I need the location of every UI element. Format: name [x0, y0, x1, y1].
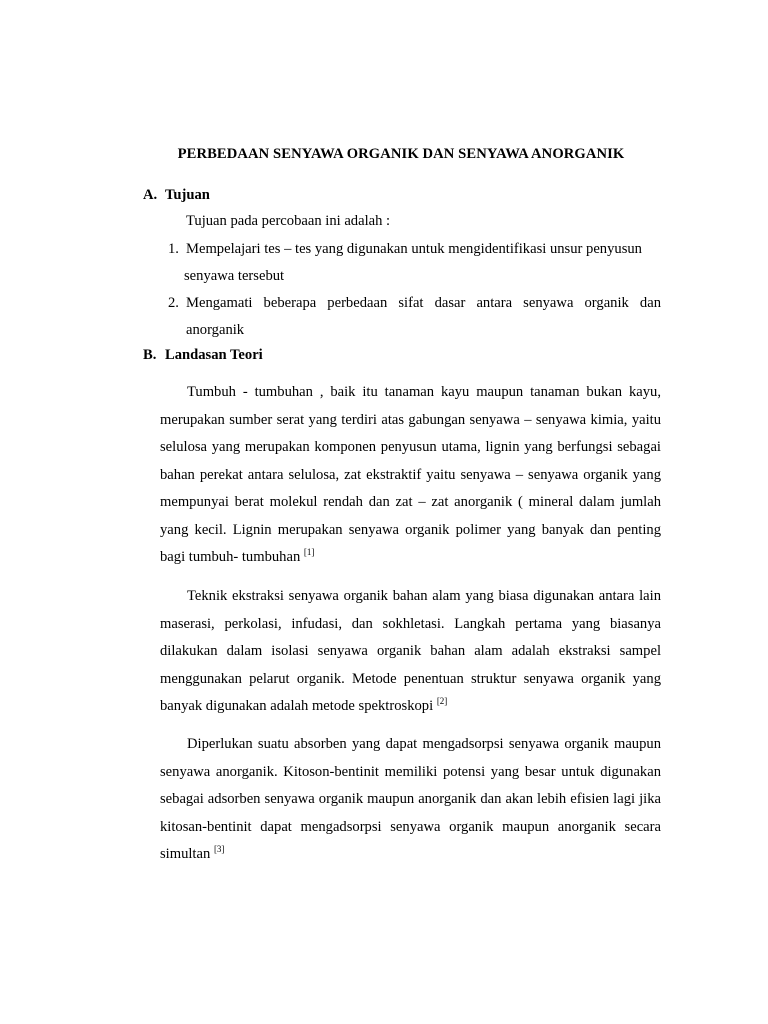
paragraph-3: [160, 731, 661, 869]
list-item-1-line2: senyawa tersebut: [184, 268, 285, 284]
paragraph-2-text: Teknik ekstraksi senyawa organik bahan alam yang biasa digunakan antara lain maserasi, perkolasi, infudasi, dan sokhletasi. Langkah pertama yang biasanya dilakukan dalam isolasi senyawa organik bahan alam adalah ekstraksi sampel menggunakan pelarut organik. Metode penentuan struktur senyawa organik yang banyak digunakan adalah metode spektroskopi: [160, 588, 661, 714]
paragraph-1-text: Tumbuh - tumbuhan , baik itu tanaman kayu maupun tanaman bukan kayu, merupakan sumber serat yang terdiri atas gabungan senyawa – senyawa kimia, yaitu selulosa yang merupakan komponen penyusun utama, lignin yang berfungsi sebagai bahan perekat antara selulosa, zat ekstraktif yaitu senyawa – senyawa organik yang mempunyai berat molekul rendah dan zat – zat anorganik ( mineral dalam jumlah yang kecil. Lignin merupakan senyawa organik polimer yang banyak dan penting bagi tumbuh- tumbuhan: [160, 384, 661, 565]
paragraph-3-text: Diperlukan suatu absorben yang dapat mengadsorpsi senyawa organik maupun senyawa anorganik. Kitoson-bentinit memiliki potensi yang besar untuk digunakan sebagai adsorben senyawa organik maupun anorganik dan akan lebih efisien lagi jika kitosan-bentinit dapat mengadsorpsi senyawa organik maupun anorganik secara simultan: [160, 736, 661, 862]
list-item-1-number: 1.: [168, 241, 179, 257]
section-b-heading: [143, 347, 263, 364]
paragraph-1-ref: [1]: [303, 547, 315, 557]
paragraph-1: [160, 379, 661, 572]
paragraph-2-ref: [2]: [436, 696, 448, 706]
section-b-title: Landasan Teori: [165, 347, 263, 363]
list-item-1-line1: Mempelajari tes – tes yang digunakan untuk mengidentifikasi unsur penyusun: [186, 241, 642, 257]
list-item-2-number: 2.: [168, 295, 179, 311]
paragraph-2: [160, 583, 661, 721]
list-item-2: [168, 294, 661, 312]
document-title: PERBEDAAN SENYAWA ORGANIK DAN SENYAWA ANORGANIK: [177, 146, 625, 162]
section-a-marker: A.: [143, 187, 158, 203]
paragraph-3-ref: [3]: [213, 844, 225, 854]
section-a-intro: Tujuan pada percobaan ini adalah :: [186, 213, 391, 229]
section-b-marker: B.: [143, 347, 157, 363]
section-a-heading: [143, 187, 210, 204]
list-item-2-line1: Mengamati beberapa perbedaan sifat dasar antara senyawa organik dan: [186, 295, 661, 311]
section-a-title: Tujuan: [165, 187, 210, 203]
list-item-2-line2: anorganik: [186, 322, 245, 338]
list-item-1: [168, 240, 642, 258]
